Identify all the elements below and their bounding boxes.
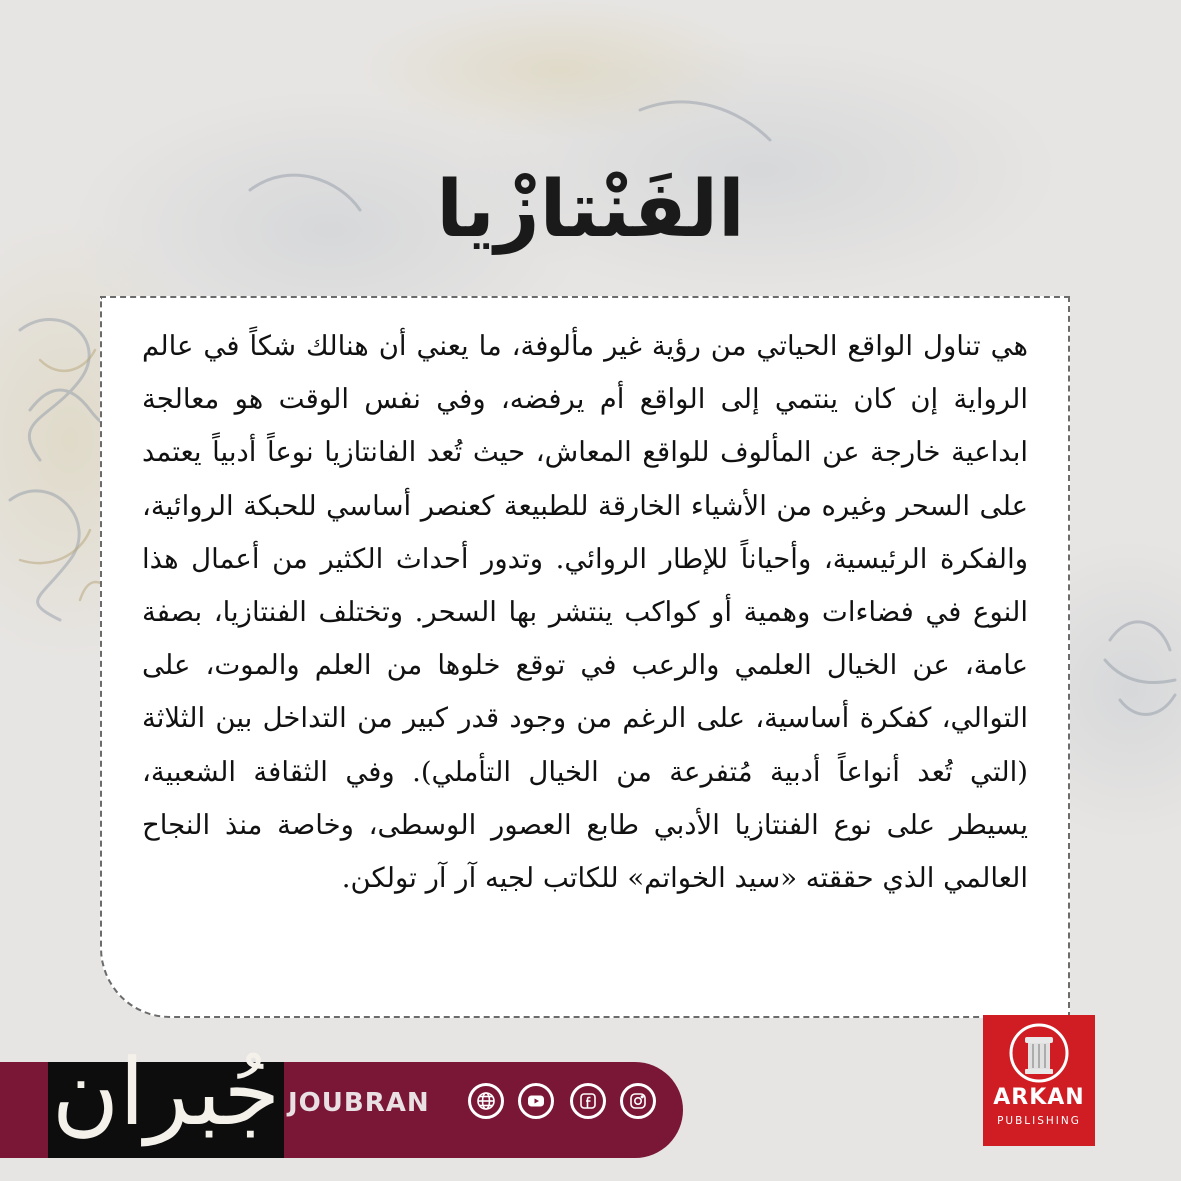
text-panel [100, 296, 1070, 1018]
globe-icon[interactable] [468, 1083, 504, 1119]
publisher-subtitle: PUBLISHING [997, 1115, 1081, 1127]
body-paragraph: هي تناول الواقع الحياتي من رؤية غير مألوفة، ما يعني أن هنالك شكاً في عالم الرواية إن كان ينتمي إلى الواقع أم يرفضه، وفي نفس الوقت هو معالجة ابداعية خارجة عن المألوف للواقع المعاش، حيث تُعد الفانتازيا نوعاً أدبياً يعتمد على السحر وغيره من الأشياء الخارقة للطبيعة كعنصر أساسي للحبكة الروائية، والفكرة الرئيسية، وأحياناً للإطار الروائي. وتدور أحداث الكثير من أعمال هذا النوع في فضاءات وهمية أو كواكب ينتشر بها السحر. وتختلف الفنتازيا، بصفة عامة، عن الخيال العلمي والرعب في توقع خلوها من العلم والموت، على التوالي، كفكرة أساسية، على الرغم من وجود قدر كبير من التداخل بين الثلاثة (التي تُعد أنواعاً أدبية مُتفرعة من الخيال التأملي). وفي الثقافة الشعبية، يسيطر على نوع الفنتازيا الأدبي طابع العصور الوسطى، وخاصة منذ النجاح العالمي الذي حققته «سيد الخواتم» للكاتب لجيه آر آر تولكن. [142, 330, 1028, 895]
instagram-icon[interactable] [620, 1083, 656, 1119]
joubran-logo: جُبران [51, 1039, 281, 1146]
pillar-icon [983, 1015, 1095, 1085]
youtube-icon[interactable] [518, 1083, 554, 1119]
page-title: الفَنْتازْيا [436, 165, 745, 255]
publisher-name: ARKAN [993, 1085, 1085, 1110]
brand-name: JOUBRAN [288, 1088, 430, 1118]
facebook-icon[interactable] [570, 1083, 606, 1119]
